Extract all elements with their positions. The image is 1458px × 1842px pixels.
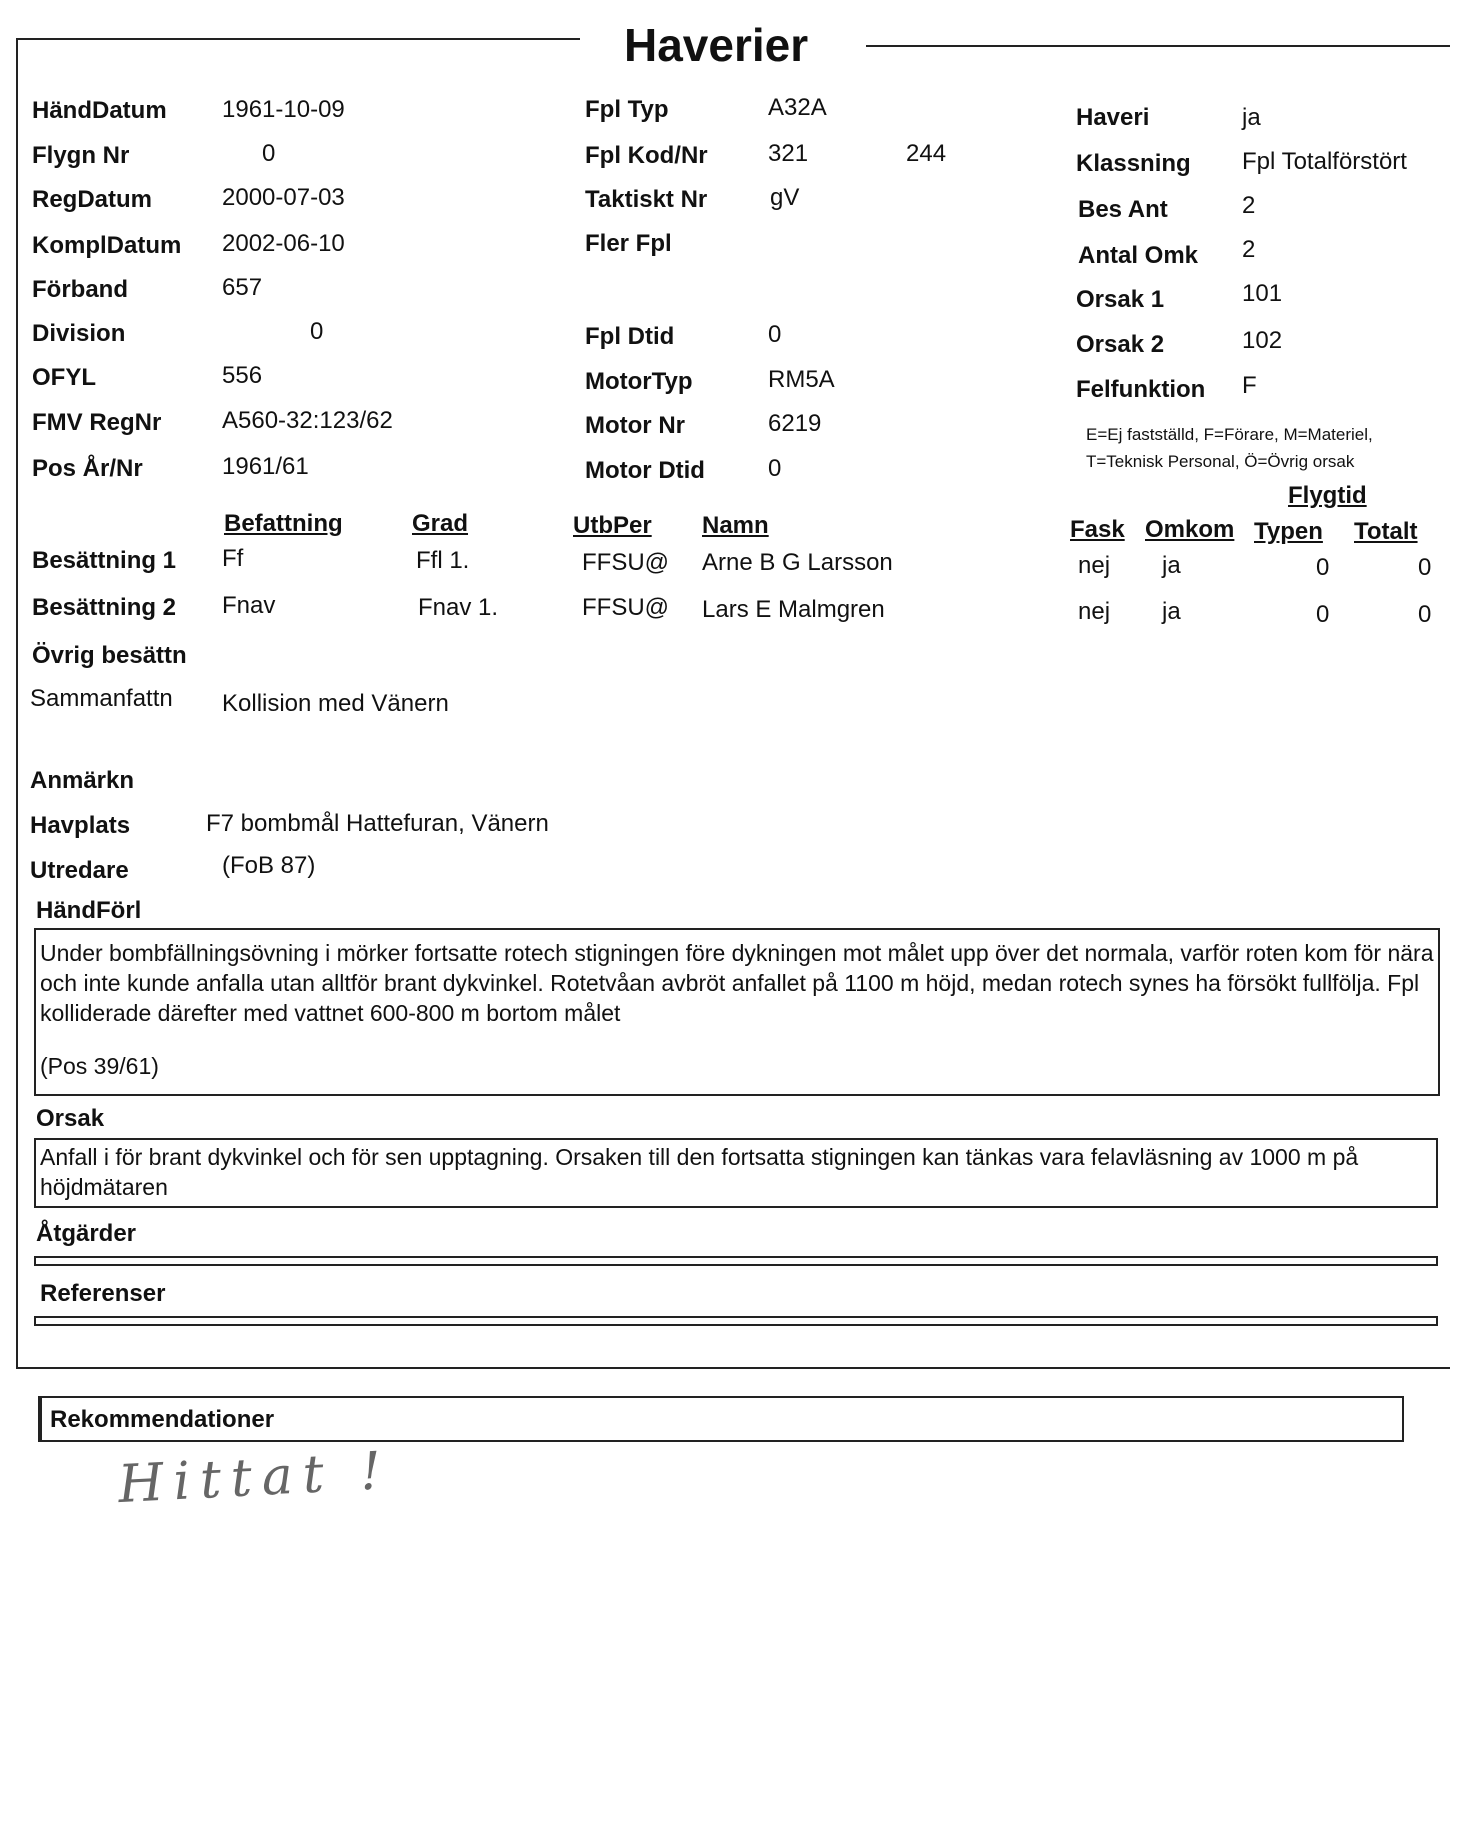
- field-label-motor-nr: Motor Nr: [585, 412, 685, 439]
- page-title: Haverier: [624, 19, 809, 71]
- field-value-fpl-kod: 321: [768, 140, 809, 167]
- felfunktion-legend-line-1: E=Ej fastställd, F=Förare, M=Materiel,: [1086, 425, 1373, 444]
- felfunktion-legend-line-2: T=Teknisk Personal, Ö=Övrig orsak: [1086, 452, 1355, 471]
- field-value-fmv-regnr: A560-32:123/62: [222, 407, 393, 434]
- header-totalt: Totalt: [1354, 518, 1418, 545]
- crew-utbper: FFSU@: [582, 549, 670, 576]
- field-label-bes-ant: Bes Ant: [1078, 196, 1168, 223]
- field-label-antal-omk: Antal Omk: [1078, 242, 1199, 269]
- field-label-pos-ar-nr: Pos År/Nr: [32, 455, 143, 482]
- field-label-division: Division: [32, 320, 126, 347]
- crew-row-label: Besättning 1: [32, 547, 177, 574]
- field-label-handdatum: HändDatum: [32, 97, 167, 124]
- field-value-flygn-nr: 0: [262, 140, 276, 167]
- field-label-regdatum: RegDatum: [32, 186, 153, 213]
- field-value-taktiskt-nr: gV: [770, 184, 800, 211]
- rekommendationer-label: Rekommendationer: [50, 1406, 275, 1433]
- field-label-flygn-nr: Flygn Nr: [32, 142, 130, 169]
- field-label-fpl-dtid: Fpl Dtid: [585, 323, 675, 350]
- ovrig-besattn-label: Övrig besättn: [32, 642, 187, 669]
- field-value-bes-ant: 2: [1242, 192, 1256, 219]
- field-label-motor-dtid: Motor Dtid: [585, 457, 705, 484]
- sammanfattn-value: Kollision med Vänern: [222, 690, 449, 717]
- orsak-text: Anfall i för brant dykvinkel och för sen upptagning. Orsaken till den fortsatta stigningen kan tänkas vara felavläsning av 1000 m på höjdmätaren: [40, 1144, 1359, 1200]
- header-grad: Grad: [412, 510, 469, 537]
- field-label-orsak-2: Orsak 2: [1076, 331, 1165, 358]
- header-namn: Namn: [702, 512, 769, 539]
- field-value-division: 0: [310, 318, 324, 345]
- havplats-label: Havplats: [30, 812, 131, 839]
- crew-grad: Ffl 1.: [416, 547, 470, 574]
- frame-top-left-rule: [18, 38, 580, 40]
- crew-befattning: Ff: [222, 545, 244, 572]
- field-label-fpl-typ: Fpl Typ: [585, 96, 669, 123]
- field-value-motortyp: RM5A: [768, 366, 835, 393]
- field-value-motor-dtid: 0: [768, 455, 782, 482]
- header-fask: Fask: [1070, 516, 1125, 543]
- handforl-pos: (Pos 39/61): [40, 1053, 159, 1079]
- utredare-label: Utredare: [30, 857, 129, 884]
- field-value-kompldatum: 2002-06-10: [222, 230, 345, 257]
- field-value-motor-nr: 6219: [768, 410, 822, 437]
- sammanfattn-label: Sammanfattn: [30, 685, 173, 712]
- handforl-label: HändFörl: [36, 897, 142, 924]
- field-value-ofyl: 556: [222, 362, 263, 389]
- header-utbper: UtbPer: [573, 512, 652, 539]
- field-label-fpl-kod-nr: Fpl Kod/Nr: [585, 142, 708, 169]
- field-value-haveri: ja: [1242, 104, 1261, 131]
- frame-left-rule: [16, 38, 18, 1368]
- crew-namn: Lars E Malmgren: [702, 596, 885, 623]
- atgarder-box: [34, 1256, 1438, 1266]
- crew-totalt: 0: [1418, 601, 1432, 628]
- field-value-orsak-1: 101: [1242, 280, 1283, 307]
- field-value-pos-ar-nr: 1961/61: [222, 453, 309, 480]
- field-value-antal-omk: 2: [1242, 236, 1256, 263]
- field-label-fmv-regnr: FMV RegNr: [32, 409, 162, 436]
- orsak-label: Orsak: [36, 1105, 105, 1132]
- field-value-fpl-nr: 244: [906, 140, 947, 167]
- referenser-label: Referenser: [40, 1280, 166, 1307]
- havplats-value: F7 bombmål Hattefuran, Vänern: [206, 810, 549, 837]
- field-label-fler-fpl: Fler Fpl: [585, 230, 672, 257]
- field-value-forband: 657: [222, 274, 263, 301]
- crew-fask: nej: [1078, 552, 1111, 579]
- referenser-box: [34, 1316, 1438, 1326]
- crew-grad: Fnav 1.: [418, 594, 499, 621]
- frame-bottom-rule: [16, 1367, 1450, 1369]
- field-value-regdatum: 2000-07-03: [222, 184, 345, 211]
- field-label-felfunktion: Felfunktion: [1076, 376, 1206, 403]
- header-typen: Typen: [1254, 518, 1323, 545]
- header-flygtid: Flygtid: [1288, 482, 1367, 509]
- field-label-orsak-1: Orsak 1: [1076, 286, 1165, 313]
- field-label-kompldatum: KomplDatum: [32, 232, 182, 259]
- handwritten-note: Hittat !: [116, 1440, 393, 1516]
- crew-fask: nej: [1078, 598, 1111, 625]
- atgarder-label: Åtgärder: [36, 1220, 137, 1247]
- field-label-haveri: Haveri: [1076, 104, 1150, 131]
- field-label-ofyl: OFYL: [32, 364, 96, 391]
- field-value-felfunktion: F: [1242, 372, 1257, 399]
- crew-typen: 0: [1316, 554, 1330, 581]
- field-value-fpl-dtid: 0: [768, 321, 782, 348]
- crew-omkom: ja: [1162, 552, 1181, 579]
- field-label-taktiskt-nr: Taktiskt Nr: [585, 186, 708, 213]
- header-befattning: Befattning: [224, 510, 343, 537]
- field-label-motortyp: MotorTyp: [585, 368, 693, 395]
- field-label-forband: Förband: [32, 276, 128, 303]
- header-omkom: Omkom: [1145, 516, 1235, 543]
- field-label-klassning: Klassning: [1076, 150, 1191, 177]
- crew-row-label: Besättning 2: [32, 594, 177, 621]
- field-value-handdatum: 1961-10-09: [222, 96, 345, 123]
- crew-namn: Arne B G Larsson: [702, 549, 893, 576]
- crew-befattning: Fnav: [222, 592, 276, 619]
- handforl-text: Under bombfällningsövning i mörker fortsatte rotech stigningen före dykningen mot målet upp över det normala, varför roten kom för nära och inte kunde anfalla utan alltför brant dykvinkel. Rotetvåan avbröt anfallet på 1100 m höjd, medan rotech synes ha försökt fullfölja. Fpl kolliderade därefter med vattnet 600-800 m bortom målet: [40, 940, 1434, 1026]
- crew-typen: 0: [1316, 601, 1330, 628]
- field-value-fpl-typ: A32A: [768, 94, 827, 121]
- crew-totalt: 0: [1418, 554, 1432, 581]
- utredare-value: (FoB 87): [222, 852, 316, 879]
- crew-omkom: ja: [1162, 598, 1181, 625]
- crew-utbper: FFSU@: [582, 594, 670, 621]
- field-value-klassning: Fpl Totalförstört: [1242, 148, 1407, 175]
- frame-top-right-rule: [866, 45, 1450, 47]
- field-value-orsak-2: 102: [1242, 327, 1283, 354]
- anmarkn-label: Anmärkn: [30, 767, 135, 794]
